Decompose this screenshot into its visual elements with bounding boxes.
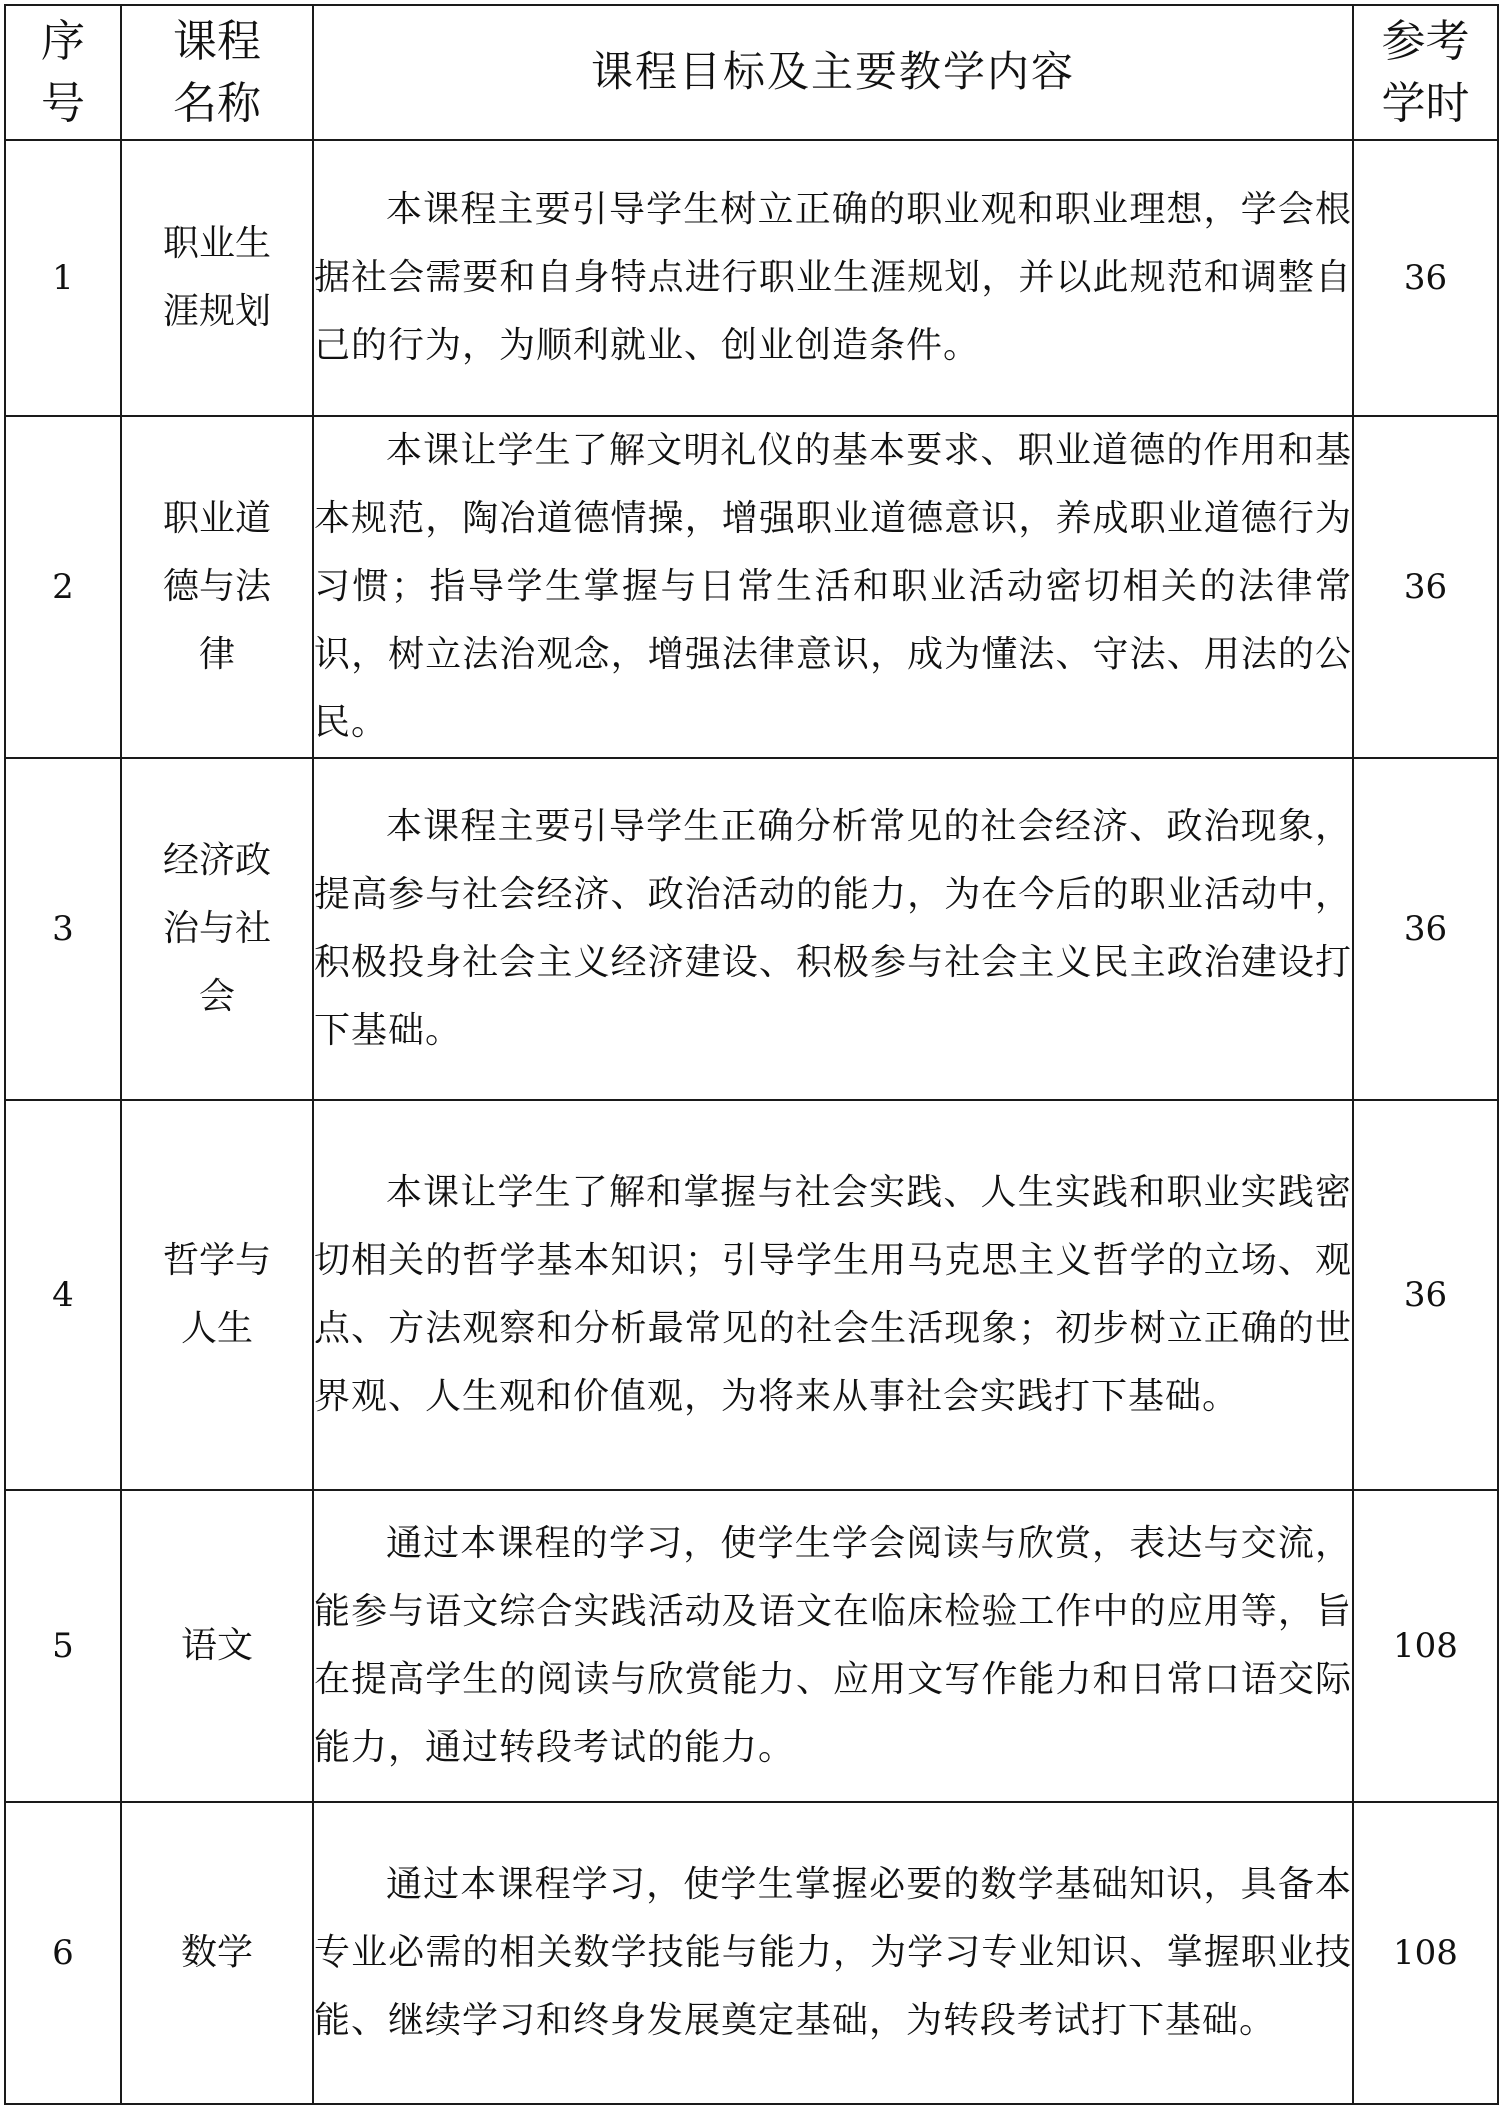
- header-hours: 参考学时: [1353, 5, 1498, 140]
- row-course-name: 哲学与人生: [121, 1100, 313, 1490]
- row-hours: 108: [1353, 1490, 1498, 1802]
- header-index: 序号: [5, 5, 121, 140]
- row-course-name: 职业道德与法律: [121, 416, 313, 758]
- row-content: 本课让学生了解和掌握与社会实践、人生实践和职业实践密切相关的哲学基本知识；引导学生用马克思主义哲学的立场、观点、方法观察和分析最常见的社会生活现象；初步树立正确的世界观、人生观和价值观，为将来从事社会实践打下基础。: [313, 1100, 1353, 1490]
- row-index: 3: [5, 758, 121, 1100]
- header-row: [5, 5, 1498, 140]
- row-content: 通过本课程学习，使学生掌握必要的数学基础知识，具备本专业必需的相关数学技能与能力，为学习专业知识、掌握职业技能、继续学习和终身发展奠定基础，为转段考试打下基础。: [313, 1802, 1353, 2104]
- row-content: 本课程主要引导学生正确分析常见的社会经济、政治现象，提高参与社会经济、政治活动的能力，为在今后的职业活动中，积极投身社会主义经济建设、积极参与社会主义民主政治建设打下基础。: [313, 758, 1353, 1100]
- table-row: [5, 1802, 1498, 2104]
- row-index: 2: [5, 416, 121, 758]
- row-course-name: 职业生涯规划: [121, 140, 313, 416]
- row-index: 5: [5, 1490, 121, 1802]
- row-hours: 36: [1353, 758, 1498, 1100]
- row-course-name: 经济政治与社会: [121, 758, 313, 1100]
- table-row: [5, 1100, 1498, 1490]
- row-index: 6: [5, 1802, 121, 2104]
- row-content: 本课让学生了解文明礼仪的基本要求、职业道德的作用和基本规范，陶冶道德情操，增强职业道德意识，养成职业道德行为习惯；指导学生掌握与日常生活和职业活动密切相关的法律常识，树立法治观念，增强法律意识，成为懂法、守法、用法的公民。: [313, 416, 1353, 758]
- row-content: 通过本课程的学习，使学生学会阅读与欣赏，表达与交流，能参与语文综合实践活动及语文在临床检验工作中的应用等，旨在提高学生的阅读与欣赏能力、应用文写作能力和日常口语交际能力，通过转段考试的能力。: [313, 1490, 1353, 1802]
- row-course-name: 数学: [121, 1802, 313, 2104]
- row-index: 1: [5, 140, 121, 416]
- row-course-name: 语文: [121, 1490, 313, 1802]
- row-index: 4: [5, 1100, 121, 1490]
- row-hours: 36: [1353, 140, 1498, 416]
- header-name: 课程名称: [121, 5, 313, 140]
- row-hours: 36: [1353, 416, 1498, 758]
- header-content: 课程目标及主要教学内容: [313, 5, 1353, 140]
- table-row: [5, 416, 1498, 758]
- table-row: [5, 140, 1498, 416]
- row-content: 本课程主要引导学生树立正确的职业观和职业理想，学会根据社会需要和自身特点进行职业生涯规划，并以此规范和调整自己的行为，为顺利就业、创业创造条件。: [313, 140, 1353, 416]
- row-hours: 108: [1353, 1802, 1498, 2104]
- row-hours: 36: [1353, 1100, 1498, 1490]
- table-row: [5, 1490, 1498, 1802]
- table-row: [5, 758, 1498, 1100]
- course-table: [4, 4, 1499, 2105]
